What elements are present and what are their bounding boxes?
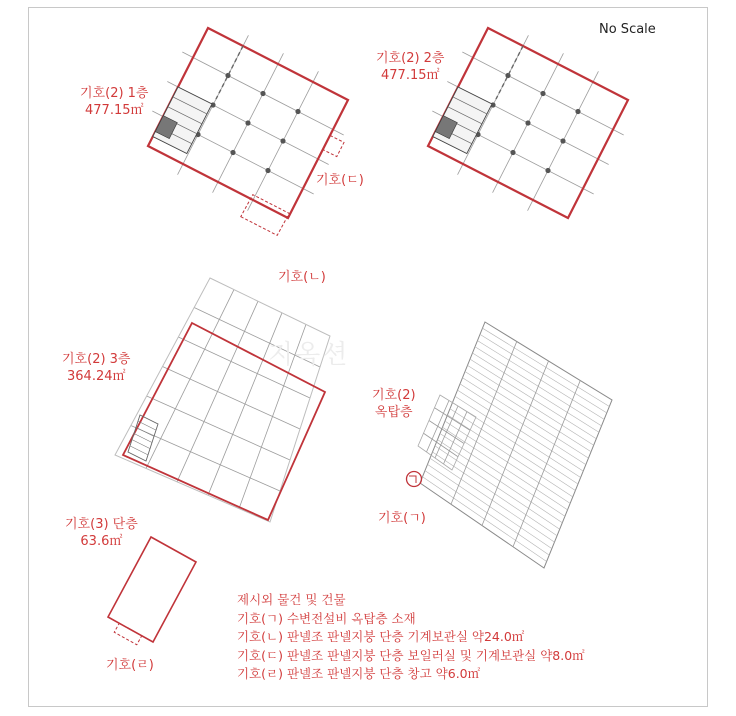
- column-mark: [245, 120, 250, 125]
- upper-outline: [115, 278, 330, 522]
- plan-1f-label: [80, 85, 149, 119]
- tag-r-label: 기호(ㄹ): [106, 658, 154, 673]
- stair-tread: [130, 446, 148, 455]
- tag-d-label: 기호(ㄷ): [316, 173, 364, 188]
- plan-3f: [115, 278, 330, 522]
- column-mark: [280, 138, 285, 143]
- tag-g-marker: [407, 472, 422, 487]
- plan-1f: [148, 28, 348, 235]
- plan-rooftop: [407, 322, 613, 568]
- plan-bldg3-area: 63.6㎡: [80, 534, 123, 549]
- plan-bldg3-label: [65, 516, 138, 550]
- column-mark: [295, 109, 300, 114]
- column-mark: [575, 109, 580, 114]
- stair-tread: [134, 434, 152, 443]
- column-mark: [545, 168, 550, 173]
- note-item: 기호(ㄹ) 판넬조 판넬지붕 단층 창고 약6.0㎡: [237, 666, 481, 682]
- plan-1f-area: 477.15㎡: [85, 103, 144, 118]
- roof-divider: [482, 361, 549, 526]
- plan-2f-title: 기호(2) 2층: [376, 51, 445, 66]
- roof-outline: [420, 322, 612, 568]
- no-scale-label: No Scale: [599, 22, 656, 37]
- column-mark: [540, 91, 545, 96]
- annex-r-outline: [114, 623, 142, 645]
- building-outline: [108, 537, 196, 642]
- plan-3f-area: 364.24㎡: [67, 369, 126, 384]
- column-mark: [260, 91, 265, 96]
- watermark: 지옥션: [268, 340, 350, 370]
- note-heading: 제시외 물건 및 건물: [237, 592, 346, 607]
- grid-line: [435, 408, 471, 431]
- roof-divider: [513, 381, 580, 547]
- tag-n-label: 기호(ㄴ): [278, 270, 326, 285]
- note-item: 기호(ㄷ) 판넬조 판넬지붕 단층 보일러실 및 기계보관실 약8.0㎡: [237, 647, 585, 663]
- plan-2f-label: [376, 50, 445, 84]
- plan-3f-label: [62, 351, 131, 385]
- plan-2f-area: 477.15㎡: [381, 68, 440, 83]
- plan-3f-title: 기호(2) 3층: [62, 352, 131, 367]
- plan-2f: [428, 28, 628, 218]
- column-mark: [225, 73, 230, 78]
- column-mark: [265, 168, 270, 173]
- plan-rooftop-label: [372, 387, 416, 421]
- stair-tread: [132, 440, 150, 449]
- dashed-line: [216, 46, 243, 99]
- column-mark: [560, 138, 565, 143]
- plan-rooftop-sub: 옥탑층: [374, 405, 413, 420]
- plan-bldg3: [108, 537, 196, 645]
- stair-tread: [136, 427, 154, 436]
- column-mark: [505, 73, 510, 78]
- annex-d-outline: [323, 135, 344, 156]
- column-mark: [230, 150, 235, 155]
- plan-rooftop-title: 기호(2): [372, 388, 416, 403]
- dashed-line: [496, 46, 523, 99]
- tag-g-glyph: [409, 476, 416, 483]
- stair-tread: [138, 421, 156, 430]
- tag-g-label: 기호(ㄱ): [378, 511, 426, 526]
- column-mark: [510, 150, 515, 155]
- column-mark: [525, 120, 530, 125]
- note-item: 기호(ㄱ) 수변전설비 옥탑층 소재: [237, 610, 416, 626]
- legend-notes: [237, 591, 585, 684]
- note-item: 기호(ㄴ) 판넬조 판넬지붕 단층 기계보관실 약24.0㎡: [237, 629, 525, 645]
- grid-line: [429, 421, 464, 444]
- roof-divider: [451, 342, 517, 505]
- plan-bldg3-title: 기호(3) 단층: [65, 517, 138, 532]
- plan-1f-title: 기호(2) 1층: [80, 86, 149, 101]
